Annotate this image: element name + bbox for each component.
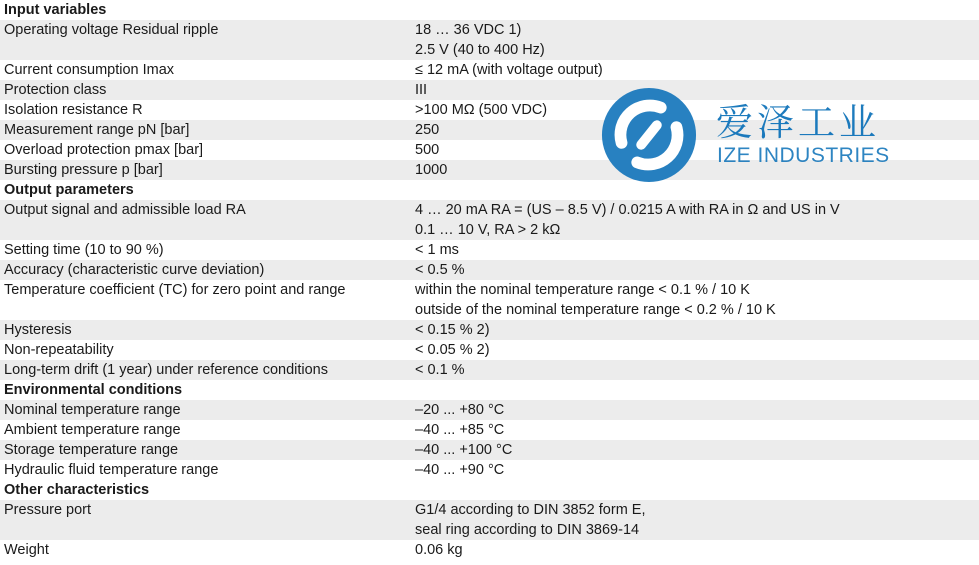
spec-label: Output signal and admissible load RA (4, 202, 246, 218)
spec-value-line: outside of the nominal temperature range < 0.2 % / 10 K (415, 302, 776, 318)
spec-value (415, 280, 979, 320)
spec-label: Setting time (10 to 90 %) (4, 242, 164, 258)
spec-value (415, 200, 979, 240)
spec-value-line: 0.06 kg (415, 542, 463, 558)
spec-value (415, 440, 979, 460)
spec-label: Overload protection pmax [bar] (4, 142, 204, 158)
spec-label: Storage temperature range (4, 442, 179, 458)
spec-value-line: 2.5 V (40 to 400 Hz) (415, 42, 545, 58)
spec-row (0, 20, 979, 60)
ize-logo-icon (600, 86, 698, 184)
spec-value (415, 240, 979, 260)
watermark-english-name: IZE INDUSTRIES (717, 144, 890, 167)
ize-industries-watermark (600, 86, 890, 186)
spec-value (415, 400, 979, 420)
spec-label: Ambient temperature range (4, 422, 181, 438)
spec-value-line: 500 (415, 142, 440, 158)
spec-row (0, 440, 979, 460)
section-header (0, 380, 979, 400)
spec-label: Protection class (4, 82, 107, 98)
spec-label: Bursting pressure p [bar] (4, 162, 163, 178)
spec-row (0, 420, 979, 440)
spec-row (0, 280, 979, 320)
spec-value-line: >100 MΩ (500 VDC) (415, 102, 548, 118)
spec-value-line: –40 ... +85 °C (415, 422, 505, 438)
spec-value-line: –40 ... +90 °C (415, 462, 505, 478)
spec-label: Accuracy (characteristic curve deviation) (4, 262, 265, 278)
spec-value-line: seal ring according to DIN 3869-14 (415, 522, 640, 538)
spec-row (0, 500, 979, 540)
spec-label: Operating voltage Residual ripple (4, 22, 219, 38)
spec-value-line: < 0.05 % 2) (415, 342, 490, 358)
spec-value (415, 500, 979, 540)
spec-value-line: ≤ 12 mA (with voltage output) (415, 62, 603, 78)
spec-row (0, 240, 979, 260)
spec-label: Hydraulic fluid temperature range (4, 462, 219, 478)
spec-value-line: 18 … 36 VDC 1) (415, 22, 522, 38)
spec-value (415, 340, 979, 360)
spec-value-line: < 0.15 % 2) (415, 322, 490, 338)
spec-value-line: III (415, 82, 428, 98)
spec-value (415, 420, 979, 440)
spec-label: Non-repeatability (4, 342, 114, 358)
spec-label: Nominal temperature range (4, 402, 181, 418)
spec-label: Pressure port (4, 502, 92, 518)
spec-value-line: within the nominal temperature range < 0.1 % / 10 K (415, 282, 750, 298)
spec-value (415, 20, 979, 60)
spec-label: Current consumption Imax (4, 62, 175, 78)
spec-value (415, 540, 979, 560)
spec-value-line: 0.1 … 10 V, RA > 2 kΩ (415, 222, 561, 238)
section-title: Environmental conditions (4, 382, 183, 398)
spec-value-line: 250 (415, 122, 440, 138)
spec-label: Weight (4, 542, 49, 558)
spec-value-line: < 1 ms (415, 242, 459, 258)
spec-value-line: –20 ... +80 °C (415, 402, 505, 418)
section-header (0, 0, 979, 20)
spec-value (415, 460, 979, 480)
spec-label: Long-term drift (1 year) under reference conditions (4, 362, 328, 378)
spec-value-line: 4 … 20 mA RA = (US – 8.5 V) / 0.0215 A with RA in Ω and US in V (415, 202, 840, 218)
spec-row (0, 340, 979, 360)
spec-row (0, 320, 979, 340)
spec-row (0, 360, 979, 380)
spec-label: Isolation resistance R (4, 102, 143, 118)
section-title: Output parameters (4, 182, 134, 198)
spec-value (415, 60, 979, 80)
spec-row (0, 60, 979, 80)
spec-row (0, 400, 979, 420)
section-header (0, 480, 979, 500)
watermark-chinese-name: 爱泽工业 (716, 101, 880, 144)
spec-value-line: G1/4 according to DIN 3852 form E, (415, 502, 646, 518)
spec-value-line: 1000 (415, 162, 448, 178)
spec-value-line: < 0.1 % (415, 362, 465, 378)
spec-label: Temperature coefficient (TC) for zero point and range (4, 282, 346, 298)
spec-value (415, 320, 979, 340)
spec-value-line: < 0.5 % (415, 262, 465, 278)
spec-value-line: –40 ... +100 °C (415, 442, 513, 458)
spec-value (415, 260, 979, 280)
section-title: Other characteristics (4, 482, 150, 498)
spec-label: Measurement range pN [bar] (4, 122, 190, 138)
spec-row (0, 260, 979, 280)
spec-value (415, 360, 979, 380)
spec-row (0, 460, 979, 480)
section-title: Input variables (4, 2, 107, 18)
spec-row (0, 200, 979, 240)
spec-label: Hysteresis (4, 322, 72, 338)
spec-row (0, 540, 979, 560)
